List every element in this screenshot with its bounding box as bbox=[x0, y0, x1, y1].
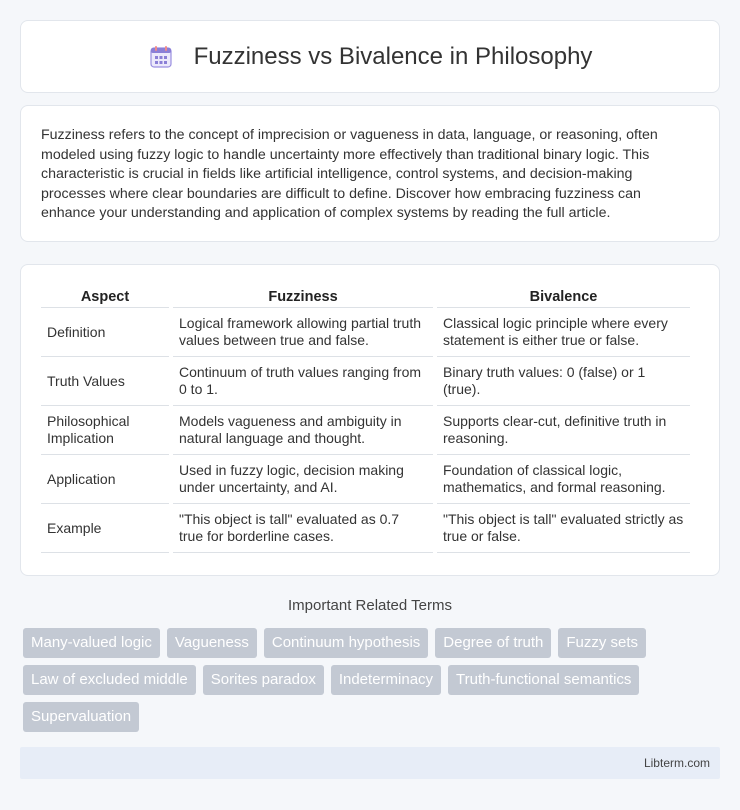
tag-indeterminacy[interactable]: Indeterminacy bbox=[331, 665, 441, 695]
related-terms-title: Important Related Terms bbox=[288, 597, 452, 614]
table-row bbox=[41, 455, 690, 504]
intro-paragraph: Fuzziness refers to the concept of imprecision or vagueness in data, language, or reasoning, often modeled using fuzzy logic to handle uncertainty more effectively than traditional binary logic. This characteristic is crucial in fields like artificial intelligence, control systems, and decision-making processes where clear boundaries are difficult to define. Discover how embracing fuzziness can enhance your understanding and application of complex systems by reading the full article. bbox=[41, 127, 658, 222]
calendar-icon bbox=[148, 44, 174, 70]
footer bbox=[20, 747, 720, 779]
cell-fuzziness: Models vagueness and ambiguity in natural language and thought. bbox=[173, 406, 433, 455]
footer-site-link[interactable]: Libterm.com bbox=[643, 756, 710, 770]
tag-law-of-excluded-middle[interactable]: Law of excluded middle bbox=[23, 665, 196, 695]
table-row bbox=[41, 357, 690, 406]
header-aspect: Aspect bbox=[41, 287, 169, 308]
cell-fuzziness: Continuum of truth values ranging from 0 to 1. bbox=[173, 357, 433, 406]
tag-vagueness[interactable]: Vagueness bbox=[167, 628, 257, 658]
tag-many-valued-logic[interactable]: Many-valued logic bbox=[23, 628, 160, 658]
cell-fuzziness: Logical framework allowing partial truth values between true and false. bbox=[173, 308, 433, 357]
cell-aspect: Application bbox=[41, 455, 169, 504]
cell-bivalence: Binary truth values: 0 (false) or 1 (true). bbox=[437, 357, 690, 406]
tag-supervaluation[interactable]: Supervaluation bbox=[23, 702, 139, 732]
cell-fuzziness: Used in fuzzy logic, decision making under uncertainty, and AI. bbox=[173, 455, 433, 504]
cell-aspect: Example bbox=[41, 504, 169, 553]
cell-fuzziness: "This object is tall" evaluated as 0.7 true for borderline cases. bbox=[173, 504, 433, 553]
page-title: Fuzziness vs Bivalence in Philosophy bbox=[193, 42, 593, 70]
table-header-row bbox=[41, 287, 690, 308]
cell-bivalence: Supports clear-cut, definitive truth in reasoning. bbox=[437, 406, 690, 455]
header-bivalence: Bivalence bbox=[437, 287, 690, 308]
comparison-table-card bbox=[20, 264, 720, 576]
tag-continuum-hypothesis[interactable]: Continuum hypothesis bbox=[264, 628, 428, 658]
cell-bivalence: Foundation of classical logic, mathematics, and formal reasoning. bbox=[437, 455, 690, 504]
cell-bivalence: "This object is tall" evaluated strictly as true or false. bbox=[437, 504, 690, 553]
tag-truth-functional-semantics[interactable]: Truth-functional semantics bbox=[448, 665, 639, 695]
header-fuzziness: Fuzziness bbox=[173, 287, 433, 308]
cell-aspect: Truth Values bbox=[41, 357, 169, 406]
tag-degree-of-truth[interactable]: Degree of truth bbox=[435, 628, 551, 658]
table-row bbox=[41, 406, 690, 455]
tag-fuzzy-sets[interactable]: Fuzzy sets bbox=[558, 628, 646, 658]
intro-card bbox=[20, 105, 720, 242]
comparison-table bbox=[37, 287, 694, 553]
cell-aspect: Definition bbox=[41, 308, 169, 357]
cell-aspect: Philosophical Implication bbox=[41, 406, 169, 455]
related-terms-tags bbox=[23, 628, 703, 732]
table-row bbox=[41, 504, 690, 553]
tag-sorites-paradox[interactable]: Sorites paradox bbox=[203, 665, 324, 695]
header-card bbox=[20, 20, 720, 93]
cell-bivalence: Classical logic principle where every statement is either true or false. bbox=[437, 308, 690, 357]
table-row bbox=[41, 308, 690, 357]
